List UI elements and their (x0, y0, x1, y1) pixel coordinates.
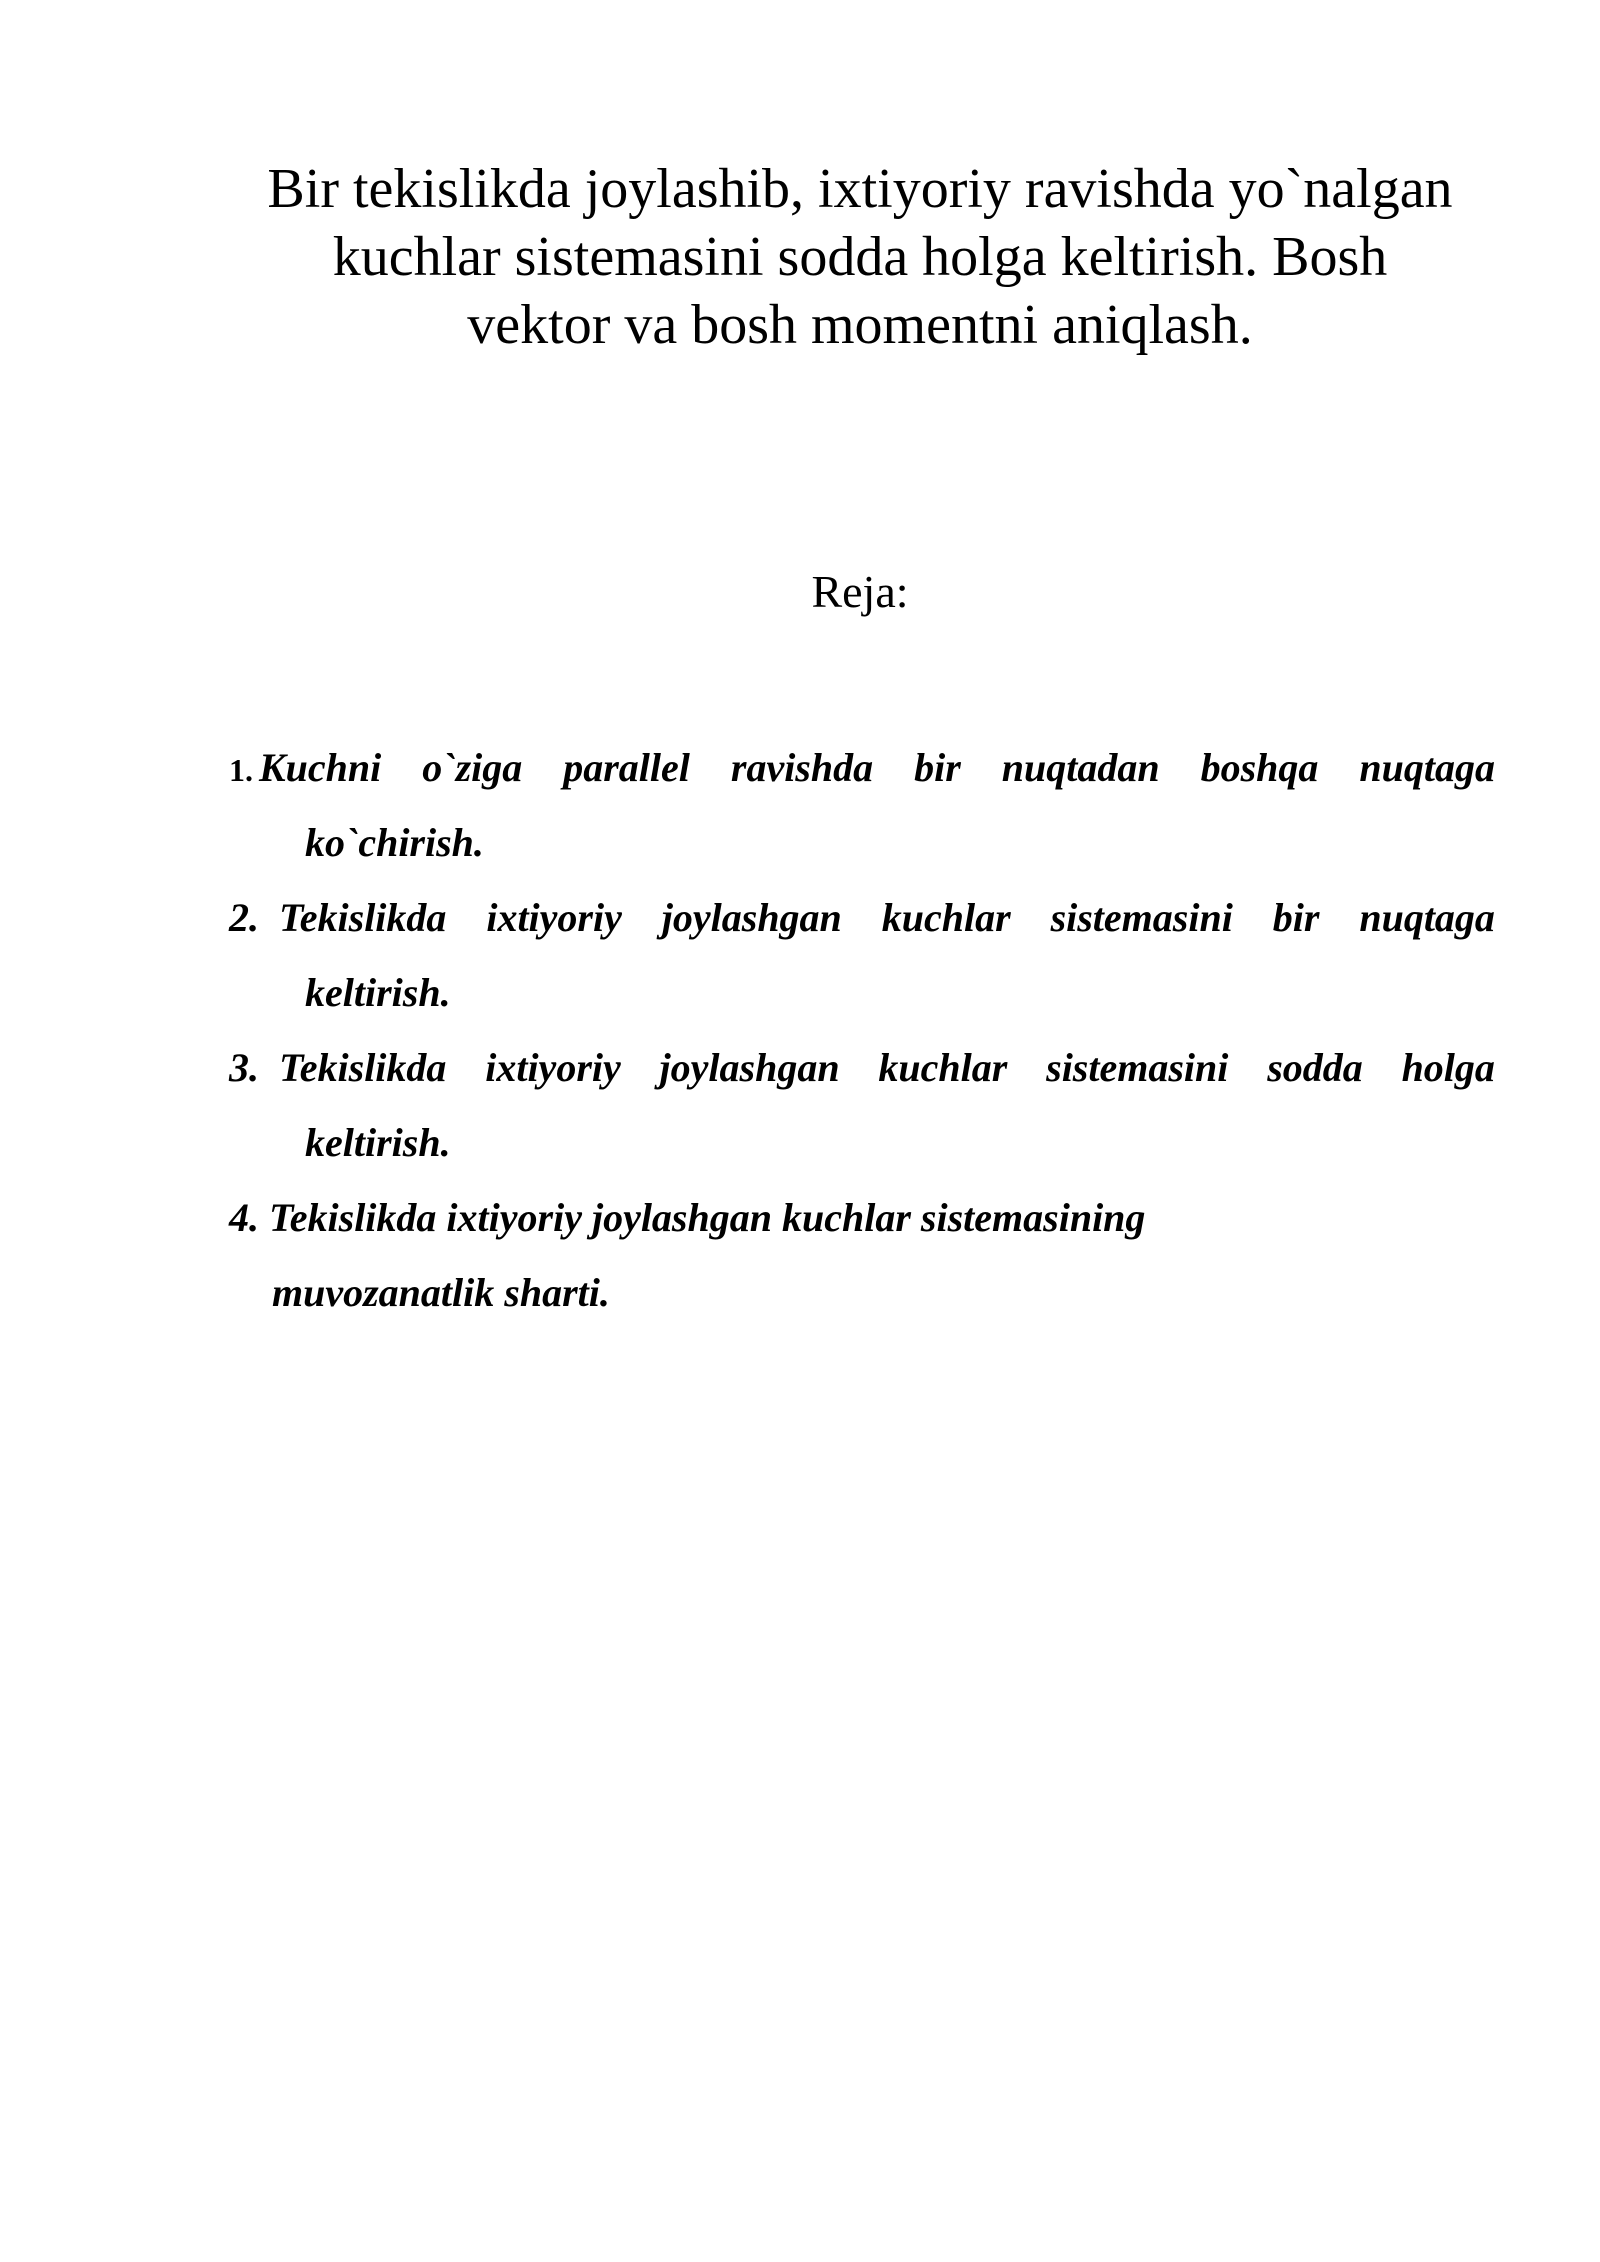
word: nuqtadan (1001, 745, 1160, 790)
word: ixtiyoriy (486, 895, 622, 940)
title-line: kuchlar sistemasini sodda holga keltirish. Bosh (332, 226, 1388, 288)
title-line: vektor va bosh momentni aniqlash. (467, 294, 1253, 356)
word: joylashgan (661, 895, 842, 940)
word: ixtiyoriy (485, 1045, 621, 1090)
plan-item-2-line-2: keltirish. (305, 970, 451, 1015)
plan-item-3-line-1 (229, 1030, 1495, 1105)
word: joylashgan (659, 1045, 840, 1090)
plan-item-4-line-1 (229, 1180, 1495, 1255)
word: kuchlar (881, 895, 1011, 940)
plan-item-1 (229, 730, 1495, 880)
word: Tekislikda (279, 1045, 447, 1090)
word: sodda (1267, 1045, 1363, 1090)
word: kuchlar (878, 1045, 1008, 1090)
plan-item-number: 2. (229, 895, 259, 940)
plan-item-1-line-2: ko`chirish. (305, 820, 484, 865)
plan-list (229, 730, 1495, 1330)
plan-item-3-line-2: keltirish. (305, 1120, 451, 1165)
plan-item-4-text: Tekislikda ixtiyoriy joylashgan kuchlar sistemasining (269, 1195, 1146, 1240)
plan-item-1-first-word (229, 730, 381, 805)
word: bir (1272, 895, 1320, 940)
word: nuqtaga (1359, 745, 1495, 790)
plan-item-3 (229, 1030, 1495, 1180)
word: o`ziga (422, 745, 523, 790)
plan-item-number: 4. (229, 1195, 259, 1240)
plan-item-4-line-2: muvozanatlik sharti. (272, 1270, 610, 1315)
plan-item-2-first-word (229, 880, 446, 955)
word: sistemasini (1046, 1045, 1229, 1090)
word: nuqtaga (1359, 895, 1495, 940)
word: Kuchni (259, 745, 382, 790)
plan-item-number: 3. (229, 1045, 259, 1090)
word: bir (914, 745, 961, 790)
word: boshqa (1200, 745, 1319, 790)
plan-item-number: 1. (229, 752, 253, 788)
word: holga (1401, 1045, 1495, 1090)
document-title (200, 155, 1520, 359)
word: Tekislikda (279, 895, 447, 940)
word: ravishda (730, 745, 874, 790)
plan-item-4 (229, 1180, 1495, 1330)
word: sistemasini (1050, 895, 1233, 940)
plan-item-1-line-1 (229, 730, 1495, 805)
plan-heading: Reja: (811, 566, 909, 617)
plan-item-2-line-1 (229, 880, 1495, 955)
title-line: Bir tekislikda joylashib, ixtiyoriy ravishda yo`nalgan (267, 158, 1453, 220)
word: parallel (563, 745, 690, 790)
plan-item-2 (229, 880, 1495, 1030)
plan-item-3-first-word (229, 1030, 446, 1105)
